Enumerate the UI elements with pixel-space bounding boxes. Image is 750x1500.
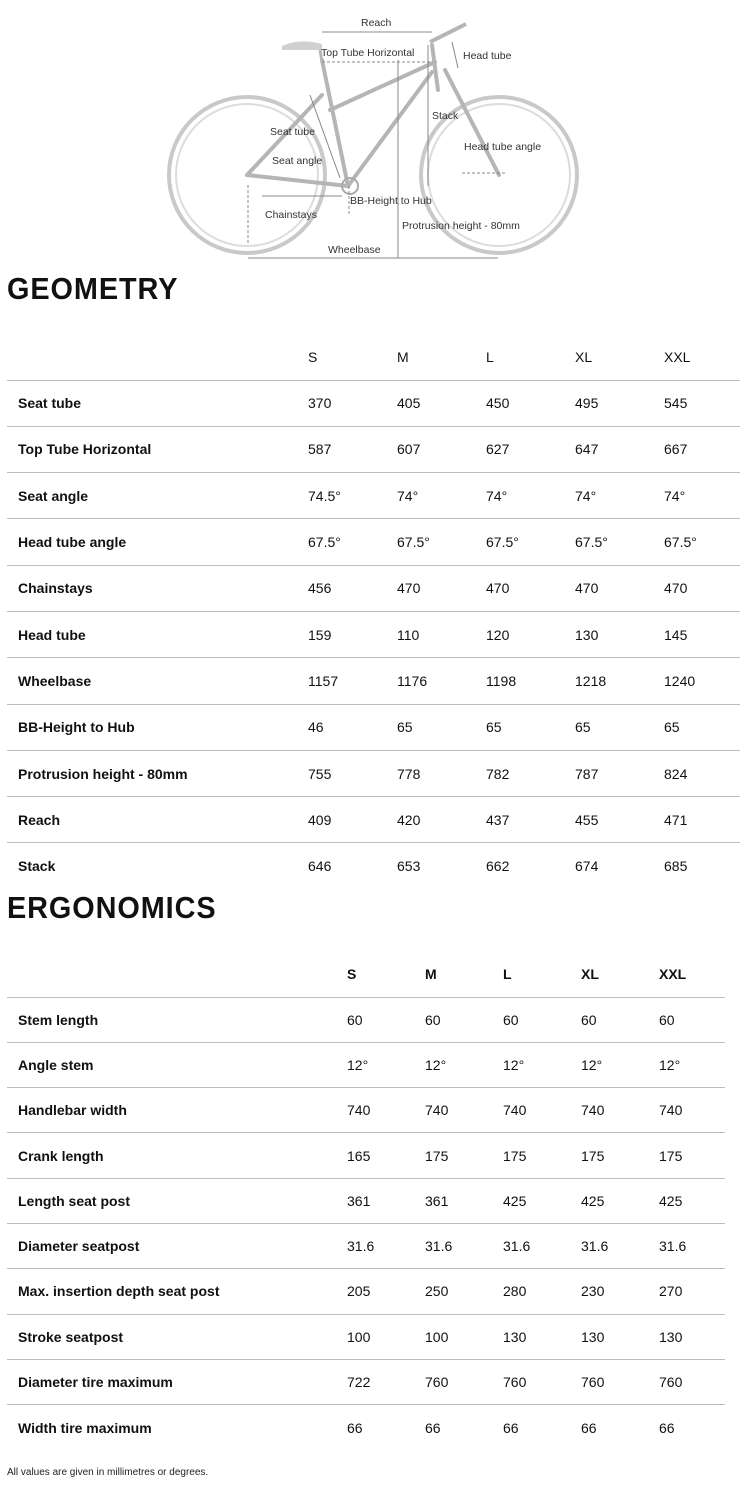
ergonomics-row-label: Length seat post: [7, 1178, 347, 1223]
ergonomics-cell: 760: [659, 1359, 725, 1404]
geometry-header-blank: [7, 334, 308, 380]
ergonomics-row-label: Stroke seatpost: [7, 1314, 347, 1359]
stem: [430, 24, 466, 42]
geometry-cell: 74.5°: [308, 473, 397, 519]
ergonomics-row: [7, 1405, 725, 1450]
ergonomics-cell: 66: [659, 1405, 725, 1450]
geometry-row: [7, 611, 740, 657]
geometry-cell: 455: [575, 797, 664, 843]
ergonomics-header-row: [7, 951, 725, 997]
geometry-cell: 1218: [575, 658, 664, 704]
geometry-cell: 65: [397, 704, 486, 750]
ergonomics-cell: 100: [347, 1314, 425, 1359]
ergonomics-cell: 60: [581, 997, 659, 1042]
geometry-cell: 65: [575, 704, 664, 750]
geometry-cell: 653: [397, 843, 486, 889]
ergonomics-cell: 280: [503, 1269, 581, 1314]
ergonomics-row: [7, 1314, 725, 1359]
geometry-row-label: Head tube: [7, 611, 308, 657]
ergonomics-cell: 175: [425, 1133, 503, 1178]
bike-illustration: [0, 0, 750, 268]
ergonomics-cell: 175: [503, 1133, 581, 1178]
geometry-row: [7, 380, 740, 426]
ergonomics-size-header: XXL: [659, 965, 687, 982]
ergonomics-cell: 740: [503, 1088, 581, 1133]
ergonomics-cell: 760: [581, 1359, 659, 1404]
bike-geometry-diagram: [0, 0, 750, 268]
ergonomics-cell: 60: [503, 997, 581, 1042]
ergonomics-cell: 130: [581, 1314, 659, 1359]
geometry-cell: 159: [308, 611, 397, 657]
ergonomics-cell: 230: [581, 1269, 659, 1314]
top-tube-horizontal-label: Top Tube Horizontal: [321, 47, 415, 59]
ergonomics-row-label: Width tire maximum: [7, 1405, 347, 1450]
geometry-cell: 495: [575, 380, 664, 426]
geometry-table: [7, 334, 740, 889]
geometry-cell: 67.5°: [575, 519, 664, 565]
ergonomics-cell: 100: [425, 1314, 503, 1359]
ergonomics-row-label: Angle stem: [7, 1042, 347, 1087]
geometry-cell: 587: [308, 426, 397, 472]
geometry-cell: 787: [575, 750, 664, 796]
geometry-cell: 130: [575, 611, 664, 657]
geometry-cell: 450: [486, 380, 575, 426]
ergonomics-row: [7, 997, 725, 1042]
ergonomics-cell: 31.6: [659, 1223, 725, 1268]
geometry-cell: 662: [486, 843, 575, 889]
ergonomics-row-label: Max. insertion depth seat post: [7, 1269, 347, 1314]
geometry-cell: 370: [308, 380, 397, 426]
geometry-size-header: XXL: [664, 348, 691, 365]
geometry-row: [7, 473, 740, 519]
ergonomics-table: [7, 951, 725, 1450]
geometry-row-label: Wheelbase: [7, 658, 308, 704]
reach-label: Reach: [361, 17, 392, 29]
geometry-cell: 1176: [397, 658, 486, 704]
geometry-header-row: [7, 334, 740, 380]
ergonomics-cell: 740: [581, 1088, 659, 1133]
ergonomics-size-header: M: [425, 965, 437, 982]
ergonomics-cell: 760: [425, 1359, 503, 1404]
seat-angle-label: Seat angle: [272, 155, 323, 167]
geometry-cell: 782: [486, 750, 575, 796]
ergonomics-cell: 66: [347, 1405, 425, 1450]
ergonomics-cell: 31.6: [347, 1223, 425, 1268]
geometry-cell: 74°: [397, 473, 486, 519]
geometry-row: [7, 843, 740, 889]
ergonomics-cell: 60: [347, 997, 425, 1042]
ergonomics-cell: 425: [503, 1178, 581, 1223]
geometry-cell: 420: [397, 797, 486, 843]
ergonomics-cell: 12°: [659, 1042, 725, 1087]
geometry-row: [7, 426, 740, 472]
ergonomics-cell: 12°: [503, 1042, 581, 1087]
ergonomics-cell: 740: [425, 1088, 503, 1133]
geometry-cell: 65: [486, 704, 575, 750]
geometry-cell: 755: [308, 750, 397, 796]
ergonomics-row: [7, 1042, 725, 1087]
geometry-cell: 67.5°: [308, 519, 397, 565]
ergonomics-cell: 361: [425, 1178, 503, 1223]
ergonomics-cell: 12°: [581, 1042, 659, 1087]
geometry-row-label: Stack: [7, 843, 308, 889]
ergonomics-row-label: Handlebar width: [7, 1088, 347, 1133]
geometry-row-label: Seat angle: [7, 473, 308, 519]
bb-height-label: BB-Height to Hub: [350, 195, 432, 207]
geometry-cell: 778: [397, 750, 486, 796]
ergonomics-row: [7, 1088, 725, 1133]
geometry-row-label: Top Tube Horizontal: [7, 426, 308, 472]
geometry-cell: 1240: [664, 658, 740, 704]
geometry-row-label: BB-Height to Hub: [7, 704, 308, 750]
ergonomics-cell: 60: [425, 997, 503, 1042]
saddle: [282, 41, 322, 50]
geometry-row: [7, 519, 740, 565]
geometry-cell: 471: [664, 797, 740, 843]
ergonomics-row-label: Crank length: [7, 1133, 347, 1178]
ergonomics-row: [7, 1133, 725, 1178]
ergonomics-cell: 740: [659, 1088, 725, 1133]
ergonomics-row-label: Diameter tire maximum: [7, 1359, 347, 1404]
geometry-cell: 647: [575, 426, 664, 472]
geometry-cell: 110: [397, 611, 486, 657]
ergonomics-size-header: XL: [581, 965, 599, 982]
units-footnote: All values are given in millimetres or degrees.: [7, 1467, 209, 1478]
geometry-cell: 120: [486, 611, 575, 657]
geometry-row-label: Seat tube: [7, 380, 308, 426]
ergonomics-row-label: Diameter seatpost: [7, 1223, 347, 1268]
geometry-cell: 674: [575, 843, 664, 889]
geometry-cell: 405: [397, 380, 486, 426]
geometry-row-label: Reach: [7, 797, 308, 843]
ergonomics-size-header: L: [503, 965, 512, 982]
geometry-cell: 1157: [308, 658, 397, 704]
ergonomics-cell: 66: [425, 1405, 503, 1450]
ergonomics-row-label: Stem length: [7, 997, 347, 1042]
head-tube-label: Head tube: [463, 50, 512, 62]
ergonomics-cell: 740: [347, 1088, 425, 1133]
protrusion-height-label: Protrusion height - 80mm: [402, 220, 520, 232]
geometry-cell: 46: [308, 704, 397, 750]
ergonomics-cell: 66: [581, 1405, 659, 1450]
geometry-cell: 646: [308, 843, 397, 889]
ergonomics-cell: 175: [581, 1133, 659, 1178]
geometry-cell: 470: [397, 565, 486, 611]
geometry-cell: 627: [486, 426, 575, 472]
stack-label: Stack: [432, 110, 459, 122]
head-tube-angle-label: Head tube angle: [464, 141, 542, 153]
ergonomics-cell: 425: [581, 1178, 659, 1223]
geometry-cell: 74°: [486, 473, 575, 519]
ergonomics-header-blank: [7, 951, 347, 997]
geometry-row: [7, 658, 740, 704]
ergonomics-cell: 60: [659, 997, 725, 1042]
geometry-cell: 74°: [664, 473, 740, 519]
ergonomics-row: [7, 1178, 725, 1223]
geometry-row-label: Protrusion height - 80mm: [7, 750, 308, 796]
geometry-cell: 74°: [575, 473, 664, 519]
ergonomics-cell: 12°: [425, 1042, 503, 1087]
geometry-size-header: XL: [575, 348, 593, 365]
geometry-row: [7, 750, 740, 796]
ergonomics-cell: 31.6: [425, 1223, 503, 1268]
ergonomics-cell: 130: [503, 1314, 581, 1359]
geometry-cell: 607: [397, 426, 486, 472]
ergonomics-cell: 165: [347, 1133, 425, 1178]
ergonomics-cell: 722: [347, 1359, 425, 1404]
wheelbase-label: Wheelbase: [328, 244, 381, 256]
ergonomics-size-header: S: [347, 965, 357, 982]
ergonomics-cell: 425: [659, 1178, 725, 1223]
ergonomics-cell: 12°: [347, 1042, 425, 1087]
geometry-cell: 1198: [486, 658, 575, 704]
geometry-cell: 437: [486, 797, 575, 843]
ergonomics-cell: 361: [347, 1178, 425, 1223]
ergonomics-cell: 205: [347, 1269, 425, 1314]
geometry-cell: 67.5°: [664, 519, 740, 565]
seat-tube-label: Seat tube: [270, 126, 315, 138]
ergonomics-cell: 130: [659, 1314, 725, 1359]
geometry-cell: 545: [664, 380, 740, 426]
geometry-row: [7, 797, 740, 843]
geometry-cell: 470: [664, 565, 740, 611]
ergonomics-cell: 66: [503, 1405, 581, 1450]
geometry-row: [7, 704, 740, 750]
ergonomics-cell: 760: [503, 1359, 581, 1404]
geometry-table-body: [7, 380, 740, 889]
ergonomics-title: ERGONOMICS: [7, 890, 217, 925]
geometry-cell: 67.5°: [397, 519, 486, 565]
geometry-row-label: Head tube angle: [7, 519, 308, 565]
ergonomics-cell: 31.6: [503, 1223, 581, 1268]
geometry-cell: 685: [664, 843, 740, 889]
geometry-row: [7, 565, 740, 611]
geometry-cell: 470: [575, 565, 664, 611]
geometry-cell: 409: [308, 797, 397, 843]
geometry-size-header: S: [308, 348, 318, 365]
ergonomics-row: [7, 1359, 725, 1404]
geometry-cell: 145: [664, 611, 740, 657]
geometry-size-header: L: [486, 348, 494, 365]
geometry-size-header: M: [397, 348, 409, 365]
geometry-row-label: Chainstays: [7, 565, 308, 611]
ergonomics-table-body: [7, 997, 725, 1450]
ergonomics-row: [7, 1269, 725, 1314]
ergonomics-row: [7, 1223, 725, 1268]
geometry-cell: 65: [664, 704, 740, 750]
geometry-title: GEOMETRY: [7, 271, 179, 306]
ergonomics-cell: 250: [425, 1269, 503, 1314]
ergonomics-cell: 31.6: [581, 1223, 659, 1268]
ergonomics-cell: 175: [659, 1133, 725, 1178]
ergonomics-cell: 270: [659, 1269, 725, 1314]
chainstays-label: Chainstays: [265, 209, 317, 221]
geometry-cell: 67.5°: [486, 519, 575, 565]
geometry-cell: 470: [486, 565, 575, 611]
geometry-cell: 667: [664, 426, 740, 472]
geometry-cell: 824: [664, 750, 740, 796]
geometry-cell: 456: [308, 565, 397, 611]
